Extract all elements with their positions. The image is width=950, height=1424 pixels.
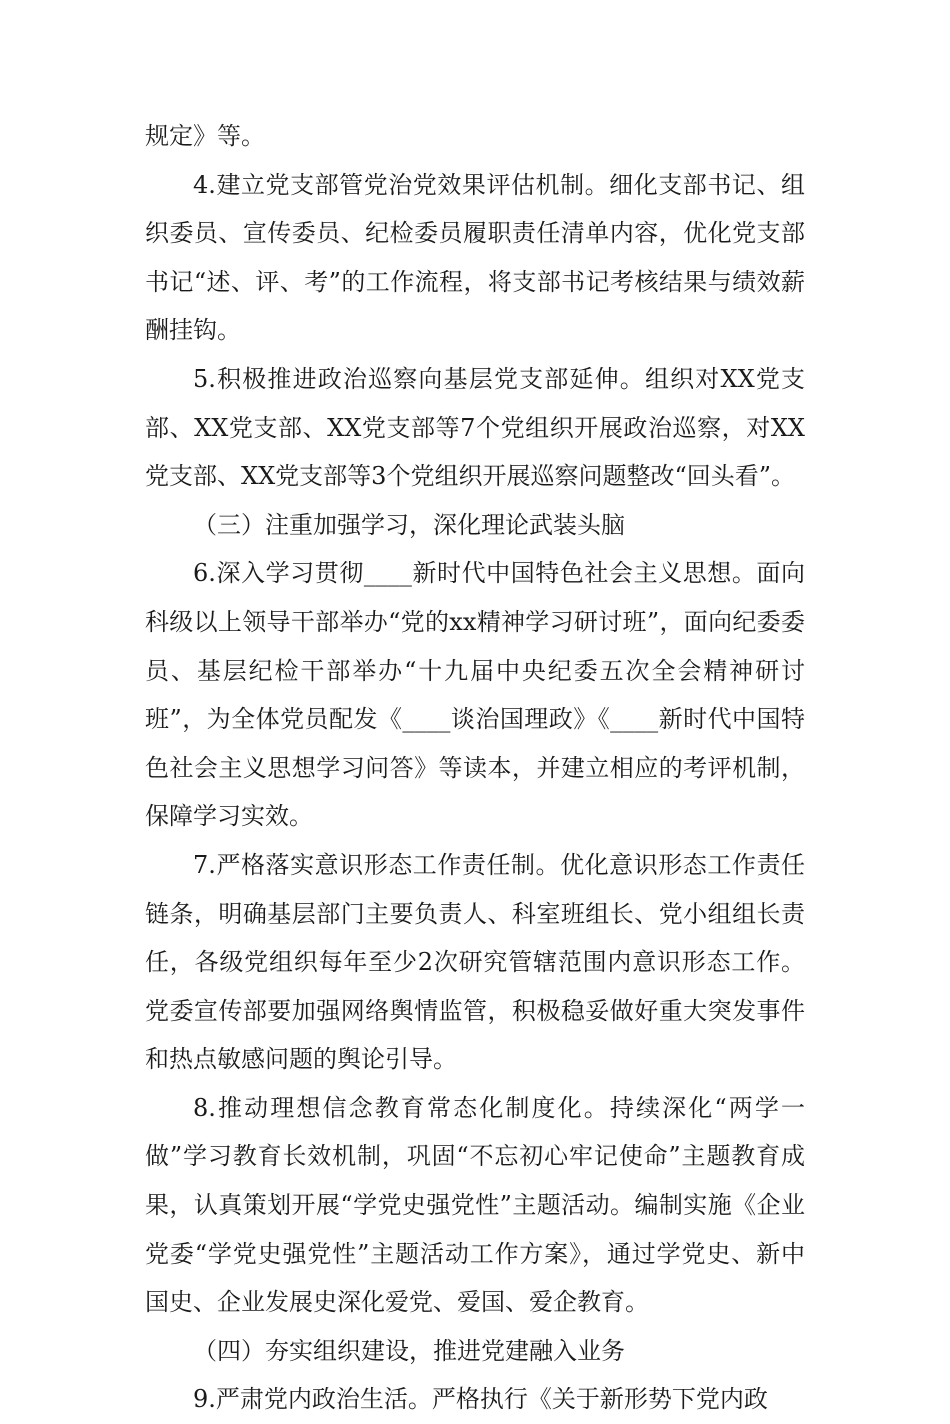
paragraph-item-6: 6.深入学习贯彻____新时代中国特色社会主义思想。面向科级以上领导干部举办“党的xx精神学习研讨班”，面向纪委委员、基层纪检干部举办“十九届中央纪委五次全会精神研讨班”，为全体党员配发《____谈治国理政》《____新时代中国特色社会主义思想学习问答》等读本，并建立相应的考评机制，保障学习实效。 [145, 559, 805, 831]
paragraph-item-7: 7.严格落实意识形态工作责任制。优化意识形态工作责任链条，明确基层部门主要负责人、科室班组长、党小组组长责任，各级党组织每年至少2次研究管辖范围内意识形态工作。党委宣传部要加强网络舆情监管，积极稳妥做好重大突发事件和热点敏感问题的舆论引导。 [145, 850, 805, 1074]
paragraph-item-5: 5.积极推进政治巡察向基层党支部延伸。组织对XX党支部、XX党支部、XX党支部等7个党组织开展政治巡察，对XX党支部、XX党支部等3个党组织开展巡察问题整改“回头看”。 [145, 364, 805, 491]
section-heading-3: （三）注重加强学习，深化理论武装头脑 [193, 510, 625, 539]
document-page [145, 112, 805, 1424]
section-heading-4: （四）夯实组织建设，推进党建融入业务 [193, 1336, 625, 1365]
paragraph-continuation: 规定》等。 [145, 122, 265, 150]
paragraph-item-4: 4.建立党支部管党治党效果评估机制。细化支部书记、组织委员、宣传委员、纪检委员履职责任清单内容，优化党支部书记“述、评、考”的工作流程，将支部书记考核结果与绩效薪酬挂钩。 [145, 170, 805, 345]
paragraph-item-9: 9.严肃党内政治生活。严格执行《关于新形势下党内政 [193, 1385, 768, 1414]
paragraph-item-8: 8.推动理想信念教育常态化制度化。持续深化“两学一做”学习教育长效机制，巩固“不忘初心牢记使命”主题教育成果，认真策划开展“学党史强党性”主题活动。编制实施《企业党委“学党史强党性”主题活动工作方案》，通过学党史、新中国史、企业发展史深化爱党、爱国、爱企教育。 [145, 1093, 805, 1317]
